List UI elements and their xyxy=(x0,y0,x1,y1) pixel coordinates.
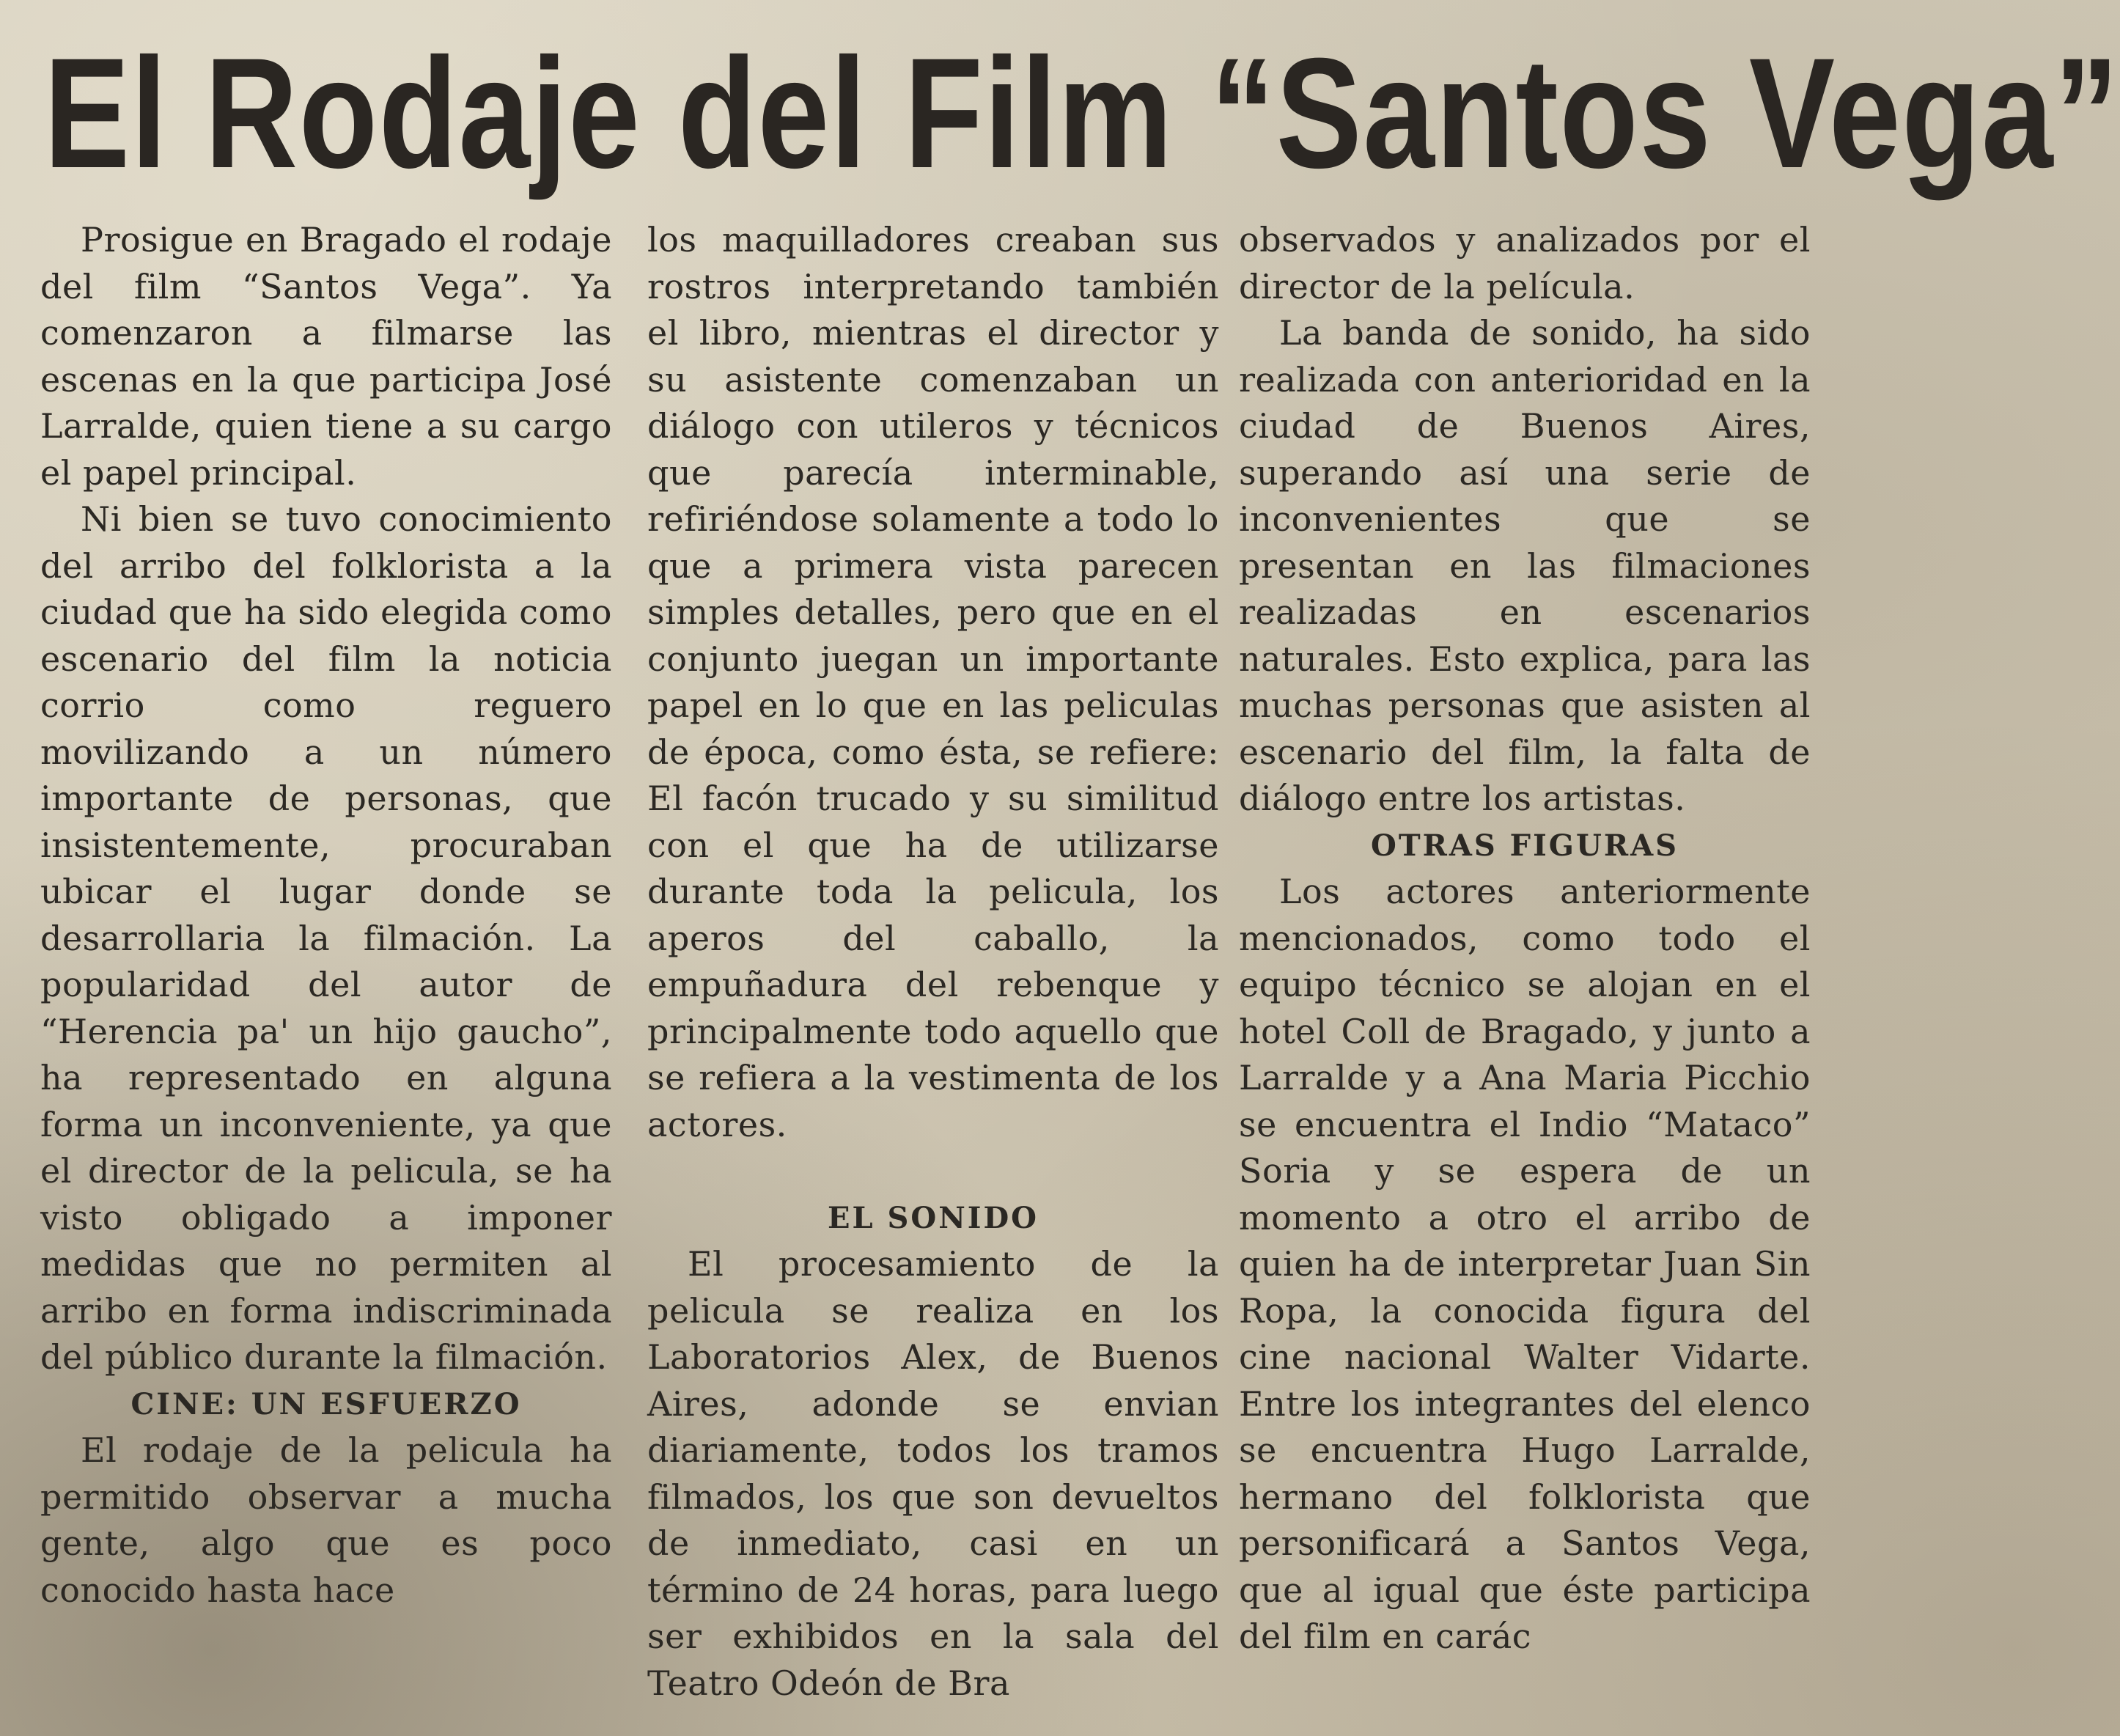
paragraph: los maquilladores creaban sus rostros interpretando también el libro, mientras el director y su asistente comenzaban un diálogo con utileros y técnicos que parecía interminable, refiriéndose solamente a todo lo que a primera vista parecen simples detalles, pero que en el conjunto juegan un importante papel en lo que en las peliculas de época, como ésta, se refiere: El facón trucado y su similitud con el que ha de utilizarse durante toda la pelicula, los aperos del caballo, la empuñadura del rebenque y principalmente todo aquello que se refiera a la vestimenta de los actores. xyxy=(647,220,1219,1144)
paragraph: El procesamiento de la pelicula se realiza en los Laboratorios Alex, de Buenos Aires, adonde se envian diariamente, todos los tramos filmados, los que son devueltos de inmediato, casi en un término de 24 horas, para luego ser exhibidos en la sala del Teatro Odeón de Bra xyxy=(647,1244,1219,1703)
column-1 xyxy=(40,217,612,1736)
paragraph: El rodaje de la pelicula ha permitido observar a mucha gente, algo que es poco conocido hasta hace xyxy=(40,1430,612,1610)
column-2 xyxy=(647,217,1219,1736)
paragraph: Los actores anteriormente mencionados, como todo el equipo técnico se alojan en el hotel Coll de Bragado, y junto a Larralde y a Ana Maria Picchio se encuentra el Indio “Mataco” Soria y se espera de un momento a otro el arribo de quien ha de interpretar Juan Sin Ropa, la conocida figura del cine nacional Walter Vidarte. Entre los integrantes del elenco se encuentra Hugo Larralde, hermano del folklorista que personificará a Santos Vega, que al igual que éste participa del film en carác xyxy=(1239,872,1811,1656)
subheading: CINE: UN ESFUERZO xyxy=(130,1386,522,1421)
paragraph: observados y analizados por el director de la película. xyxy=(1239,220,1811,306)
paragraph: La banda de sonido, ha sido realizada con anterioridad en la ciudad de Buenos Aires, superando así una serie de inconvenientes que se presentan en las filmaciones realizadas en escenarios naturales. Esto explica, para las muchas personas que asisten al escenario del film, la falta de diálogo entre los artistas. xyxy=(1239,313,1811,818)
paragraph: Ni bien se tuvo conocimiento del arribo del folklorista a la ciudad que ha sido elegida como escenario del film la noticia corrio como reguero movilizando a un número importante de personas, que insistentemente, procuraban ubicar el lugar donde se desarrollaria la filmación. La popularidad del autor de “Herencia pa' un hijo gaucho”, ha representado en alguna forma un inconveniente, ya que el director de la pelicula, se ha visto obligado a imponer medidas que no permiten al arribo en forma indiscriminada del público durante la filmación. xyxy=(40,499,612,1377)
headline: El Rodaje del Film “Santos Vega” xyxy=(44,26,2120,201)
column-3 xyxy=(1239,217,1811,1736)
subheading: OTRAS FIGURAS xyxy=(1370,828,1679,863)
paragraph: Prosigue en Bragado el rodaje del film “Santos Vega”. Ya comenzaron a filmarse las escenas en la que participa José Larralde, quien tiene a su cargo el papel principal. xyxy=(40,220,612,493)
subheading: EL SONIDO xyxy=(827,1200,1039,1235)
spacer xyxy=(647,1148,1219,1195)
